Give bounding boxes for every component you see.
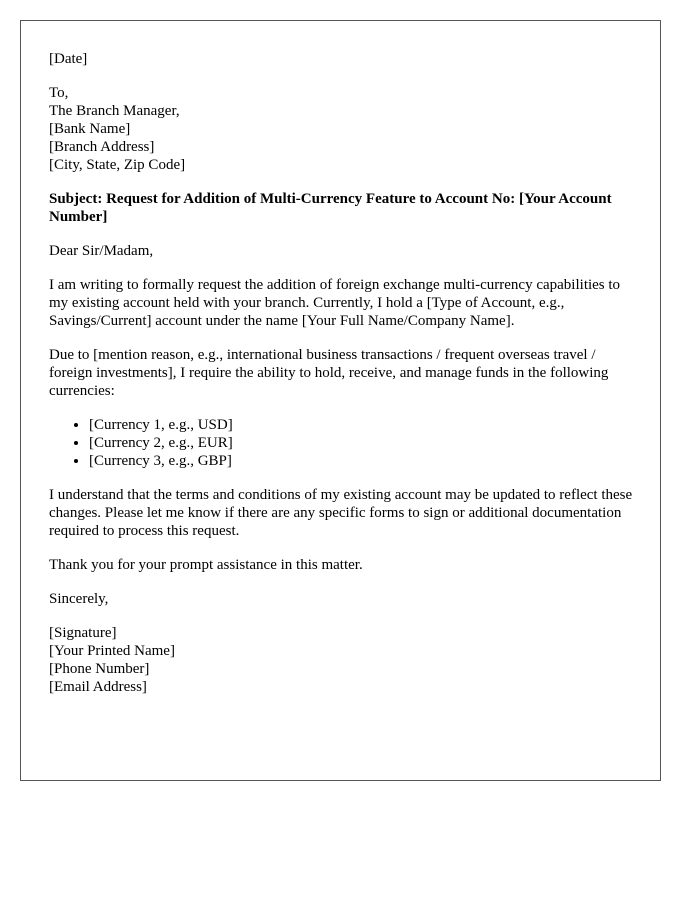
letter-subject: Subject: Request for Addition of Multi-Currency Feature to Account No: [Your Account Number] [49, 191, 612, 225]
thanks-line: Thank you for your prompt assistance in this matter. [49, 557, 363, 573]
body-paragraph: Due to [mention reason, e.g., international business transactions / frequent overseas travel / foreign investments], I require the ability to hold, receive, and manage funds in the following currencies: [49, 347, 609, 399]
recipient-line: [Branch Address] [49, 139, 155, 155]
signature-line: [Signature] [49, 625, 117, 641]
recipient-line: The Branch Manager, [49, 103, 180, 119]
recipient-line: [Bank Name] [49, 121, 131, 137]
currency-item: • [Currency 2, e.g., EUR] [89, 434, 636, 452]
currency-list [49, 416, 636, 470]
currency-item: • [Currency 1, e.g., USD] [89, 416, 636, 434]
currency-item: • [Currency 3, e.g., GBP] [89, 452, 636, 470]
signature-line: [Phone Number] [49, 661, 150, 677]
closing: Sincerely, [49, 591, 109, 607]
signature-line: [Your Printed Name] [49, 643, 175, 659]
salutation: Dear Sir/Madam, [49, 243, 154, 259]
recipient-line: [City, State, Zip Code] [49, 157, 186, 173]
recipient-line: To, [49, 85, 69, 101]
signature-block [49, 624, 636, 696]
letter-date: [Date] [49, 51, 88, 67]
body-paragraph: I am writing to formally request the addition of foreign exchange multi-currency capabilities to my existing account held with your branch. Currently, I hold a [Type of Account, e.g., Savings/Current] account under the name [Your Full Name/Company Name]. [49, 277, 621, 329]
signature-line: [Email Address] [49, 679, 147, 695]
recipient-address [49, 84, 636, 174]
letter-page [20, 20, 661, 781]
body-paragraph: I understand that the terms and conditions of my existing account may be updated to reflect these changes. Please let me know if there are any specific forms to sign or additional documentation required to process this request. [49, 487, 633, 539]
